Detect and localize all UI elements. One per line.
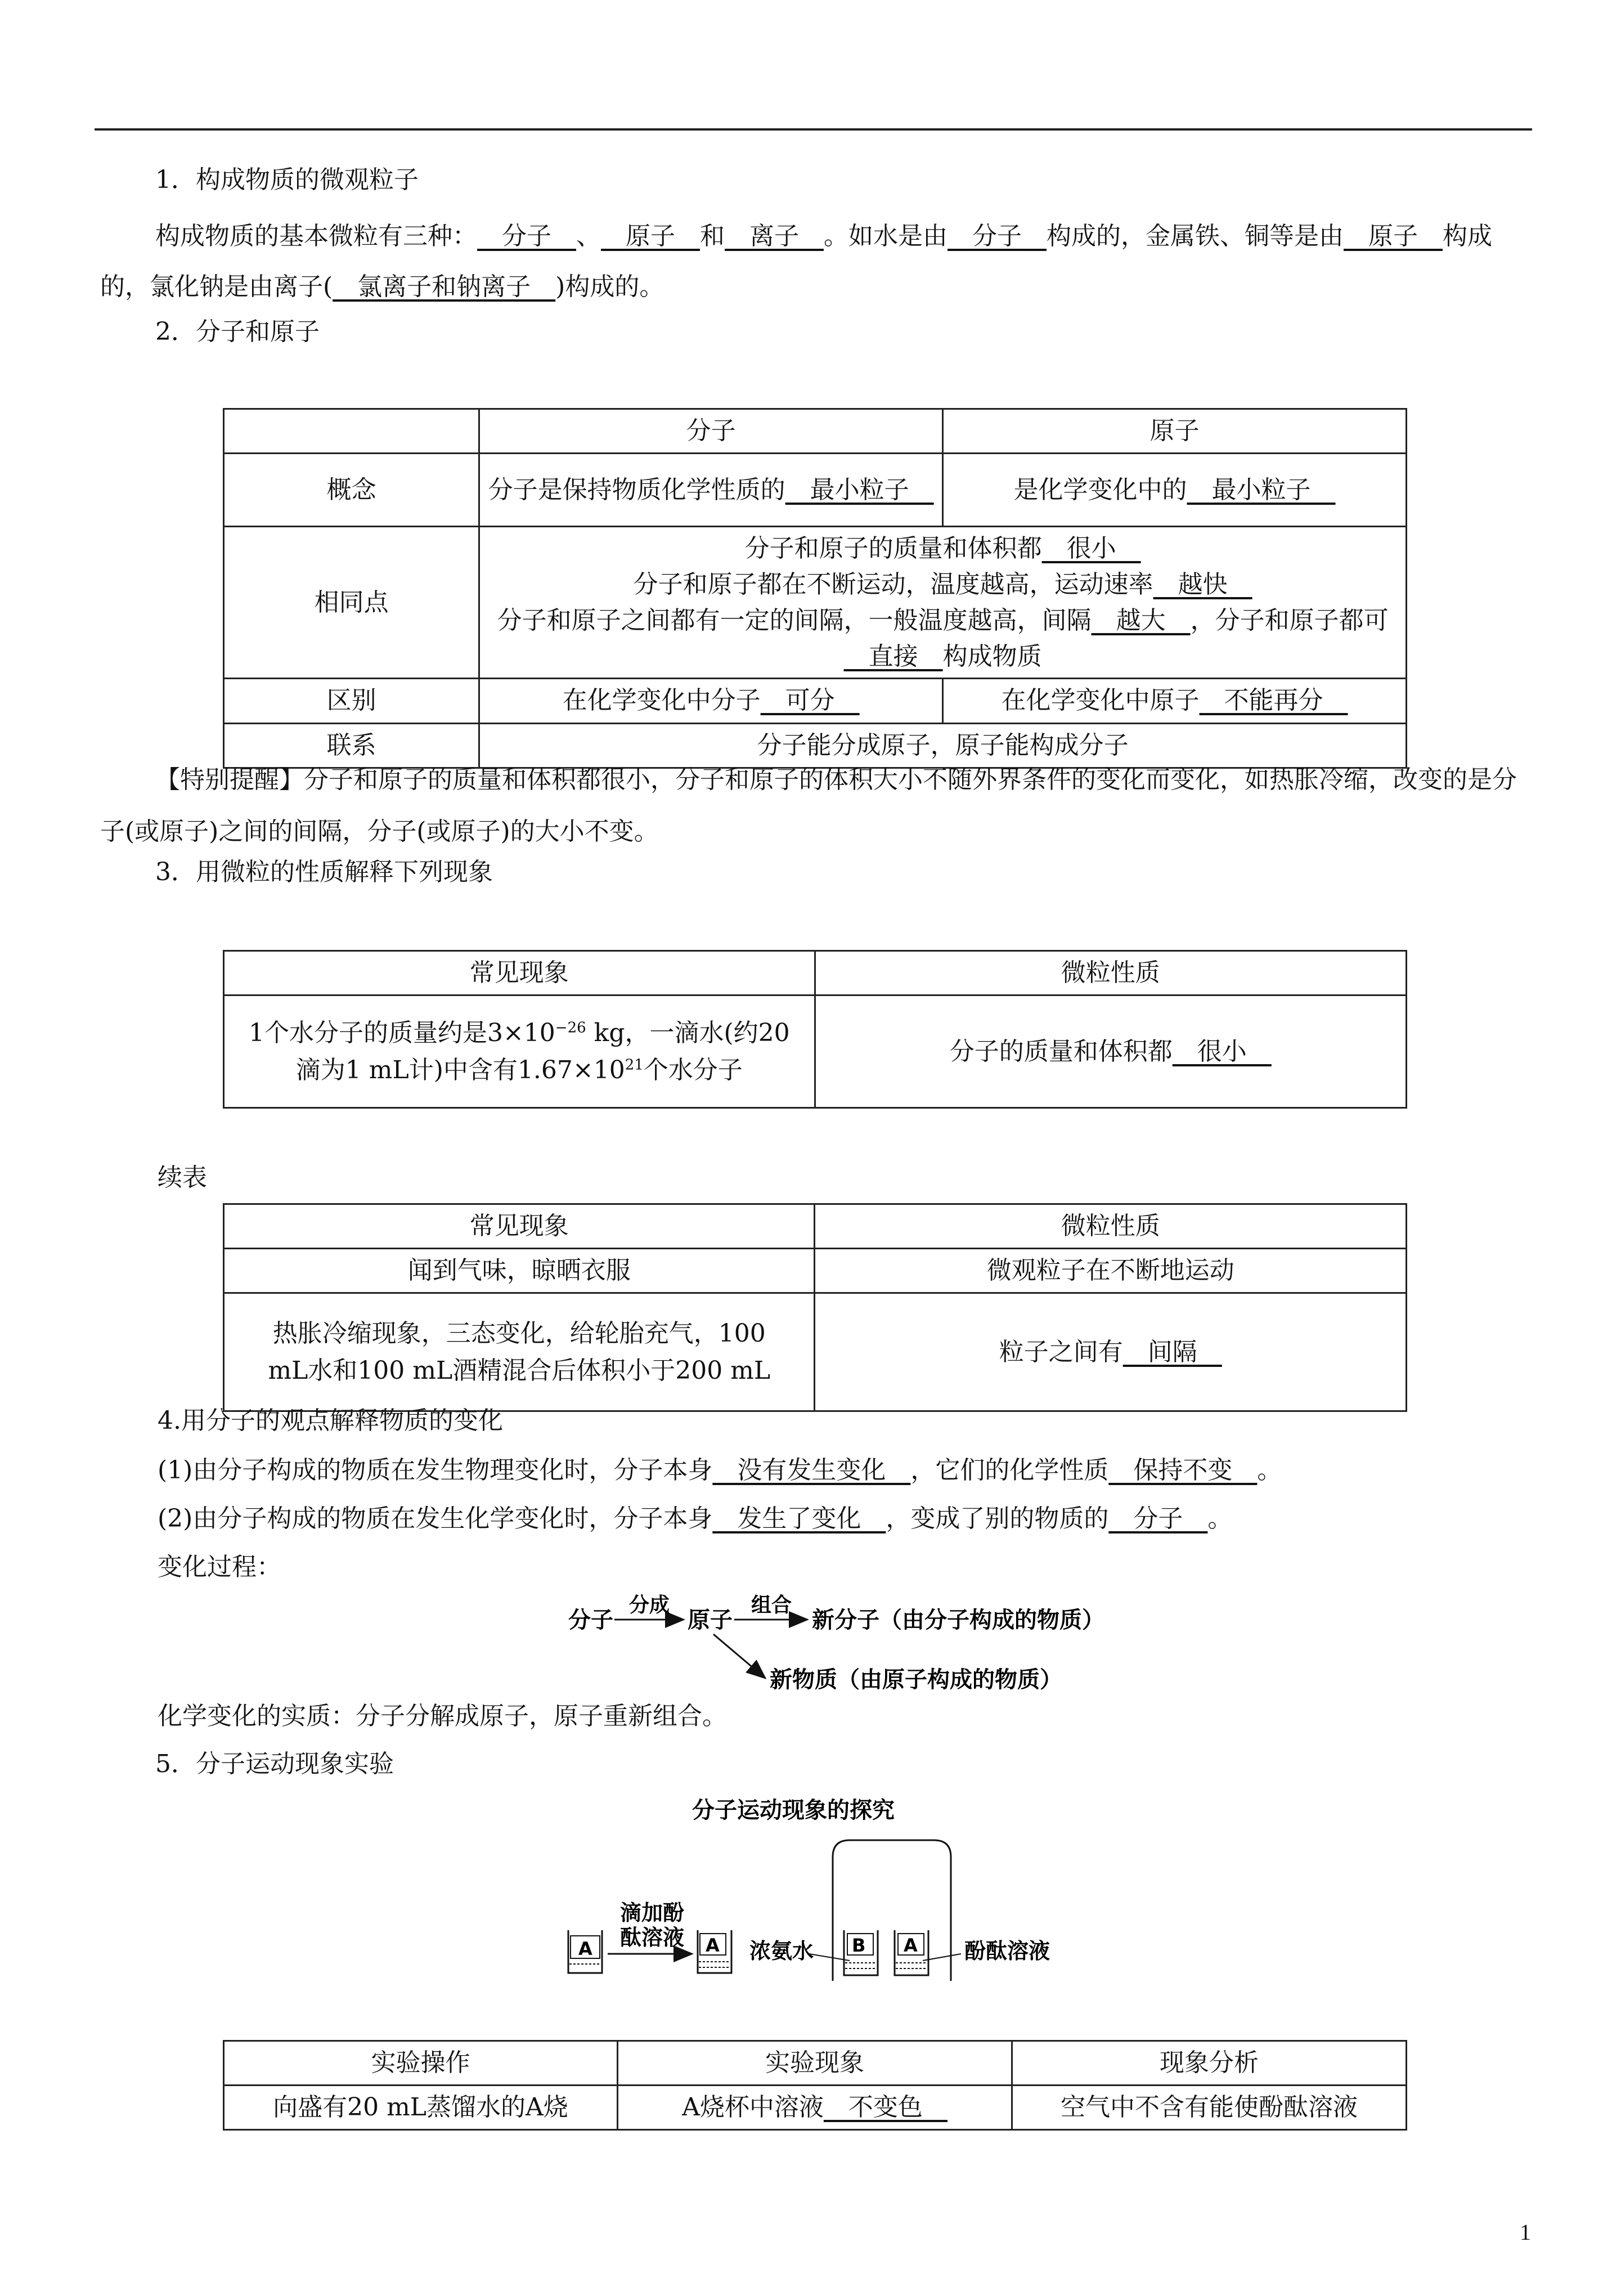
col-phenomenon-2: 常见现象 <box>224 1204 815 1249</box>
row-label-same: 相同点 <box>224 527 479 679</box>
col-phenomenon: 常见现象 <box>224 951 815 995</box>
blank-atom: __原子__ <box>601 222 700 250</box>
beaker-a-icon <box>568 1930 602 1973</box>
obs-row1: A烧杯中溶液__不变色__ <box>617 2086 1012 2130</box>
col-observation: 实验现象 <box>617 2041 1012 2086</box>
header-rule <box>95 128 1532 131</box>
section2-heading: 2．分子和原子 <box>155 317 320 346</box>
diagram-split: 分成 <box>629 1594 670 1617</box>
col-operation: 实验操作 <box>224 2041 618 2086</box>
diagram-combine: 组合 <box>751 1594 792 1617</box>
diagram-new-molecule: 新分子（由分子构成的物质） <box>812 1607 1104 1633</box>
page-number: 1 <box>1520 2219 1531 2245</box>
section1-heading: 1．构成物质的微观粒子 <box>155 165 419 194</box>
phenomena-table-1 <box>223 950 1407 1109</box>
bell-jar-icon <box>833 1840 951 1981</box>
svg-text:A: A <box>578 1938 592 1959</box>
ana-row1: 空气中不含有能使酚酞溶液 <box>1012 2086 1407 2130</box>
concept-atom: 是化学变化中的__最小粒子__ <box>943 454 1407 527</box>
concept-molecule: 分子是保持物质化学性质的__最小粒子__ <box>479 454 943 527</box>
molecule-atom-table <box>223 408 1407 769</box>
continued-label: 续表 <box>158 1163 207 1192</box>
col-atom: 原子 <box>943 409 1407 454</box>
change-process-diagram <box>563 1587 1159 1699</box>
figure-title: 分子运动现象的探究 <box>692 1797 895 1823</box>
beaker-b-icon <box>844 1930 878 1975</box>
same-point-1: 分子和原子的质量和体积都__很小__ <box>744 534 1141 563</box>
diff-atom: 在化学变化中原子__不能再分__ <box>943 679 1407 723</box>
ammonia-label: 浓氨水 <box>749 1939 814 1963</box>
col-analysis: 现象分析 <box>1012 2041 1407 2086</box>
blank-nacl: __氯离子和钠离子__ <box>333 272 556 301</box>
phenomenon-smell: 闻到气味，晾晒衣服 <box>224 1249 815 1293</box>
row-label-link: 联系 <box>224 723 479 768</box>
section4-point1: (1)由分子构成的物质在发生物理变化时，分子本身__没有发生变化__，它们的化学性质__保持不变__。 <box>158 1456 1282 1485</box>
process-label: 变化过程： <box>158 1553 281 1581</box>
drop-label-line2: 酞溶液 <box>620 1925 685 1950</box>
beaker-a-jar-icon <box>895 1930 928 1975</box>
arrow-new-substance <box>713 1634 765 1678</box>
row-label-concept: 概念 <box>224 454 479 527</box>
experiment-table <box>223 2040 1407 2131</box>
property-gap: 粒子之间有__间隔__ <box>815 1293 1407 1411</box>
phenomenon-expansion: 热胀冷缩现象，三态变化，给轮胎充气，100 mL水和100 mL酒精混合后体积小于200 mL <box>224 1293 815 1411</box>
diagram-atom: 原子 <box>688 1607 733 1633</box>
section4-heading: 4.用分子的观点解释物质的变化 <box>158 1406 503 1435</box>
section1-paragraph: 构成物质的基本微粒有三种：__分子__、__原子__和__离子__。如水是由__分子__构成的，金属铁、铜等是由__原子__构成的，氯化钠是由离子(__氯离子和钠离子__)构成的。 <box>100 222 1492 301</box>
property-water: 分子的质量和体积都__很小__ <box>815 995 1406 1108</box>
svg-text:B: B <box>852 1935 866 1956</box>
same-points <box>479 527 1407 679</box>
col-molecule: 分子 <box>479 409 943 454</box>
section4-point2: (2)由分子构成的物质在发生化学变化时，分子本身__发生了变化__，变成了别的物质的__分子__。 <box>158 1504 1233 1533</box>
beaker-a-phenol-icon <box>698 1930 731 1973</box>
blank-metal: __原子__ <box>1344 222 1443 250</box>
phenomena-table-2 <box>223 1203 1407 1412</box>
diagram-new-substance: 新物质（由原子构成的物质） <box>770 1667 1062 1693</box>
col-property: 微粒性质 <box>815 951 1406 995</box>
blank-ion: __离子__ <box>725 222 824 250</box>
link-text: 分子能分成原子，原子能构成分子 <box>479 723 1407 768</box>
property-motion: 微观粒子在不断地运动 <box>815 1249 1407 1293</box>
blank-molecule: __分子__ <box>477 222 576 250</box>
same-point-2: 分子和原子都在不断运动，温度越高，运动速率__越快__ <box>633 569 1252 599</box>
diagram-molecule: 分子 <box>568 1607 613 1633</box>
same-point-3: 分子和原子之间都有一定的间隔，一般温度越高，间隔__越大__，分子和原子都可__直接__构成物质 <box>497 606 1389 671</box>
drop-label-line1: 滴加酚 <box>620 1900 685 1925</box>
section5-heading: 5．分子运动现象实验 <box>155 1750 394 1778</box>
svg-text:A: A <box>706 1935 720 1956</box>
phenomenon-water: 1个水分子的质量约是$3\times 10^{-26}$ kg，一滴水(约20滴为1 mL计)中含有$1.67\times 10^{21}$个水分子 <box>224 995 815 1108</box>
op-row1: 向盛有20 mL蒸馏水的A烧 <box>224 2086 618 2130</box>
col-property-2: 微粒性质 <box>815 1204 1407 1249</box>
row-label-diff: 区别 <box>224 679 479 723</box>
diff-molecule: 在化学变化中分子__可分__ <box>479 679 943 723</box>
special-tip: 【特别提醒】分子和原子的质量和体积都很小，分子和原子的体积大小不随外界条件的变化而变化，如热胀冷缩，改变的是分子(或原子)之间的间隔，分子(或原子)的大小不变。 <box>100 765 1517 846</box>
chemical-change-essence: 化学变化的实质：分子分解成原子，原子重新组合。 <box>158 1702 727 1730</box>
phenol-label: 酚酞溶液 <box>964 1939 1050 1963</box>
section3-heading: 3．用微粒的性质解释下列现象 <box>155 858 493 886</box>
molecular-motion-figure <box>557 1795 1153 1998</box>
svg-text:A: A <box>904 1935 918 1956</box>
blank-water: __分子__ <box>948 222 1047 250</box>
